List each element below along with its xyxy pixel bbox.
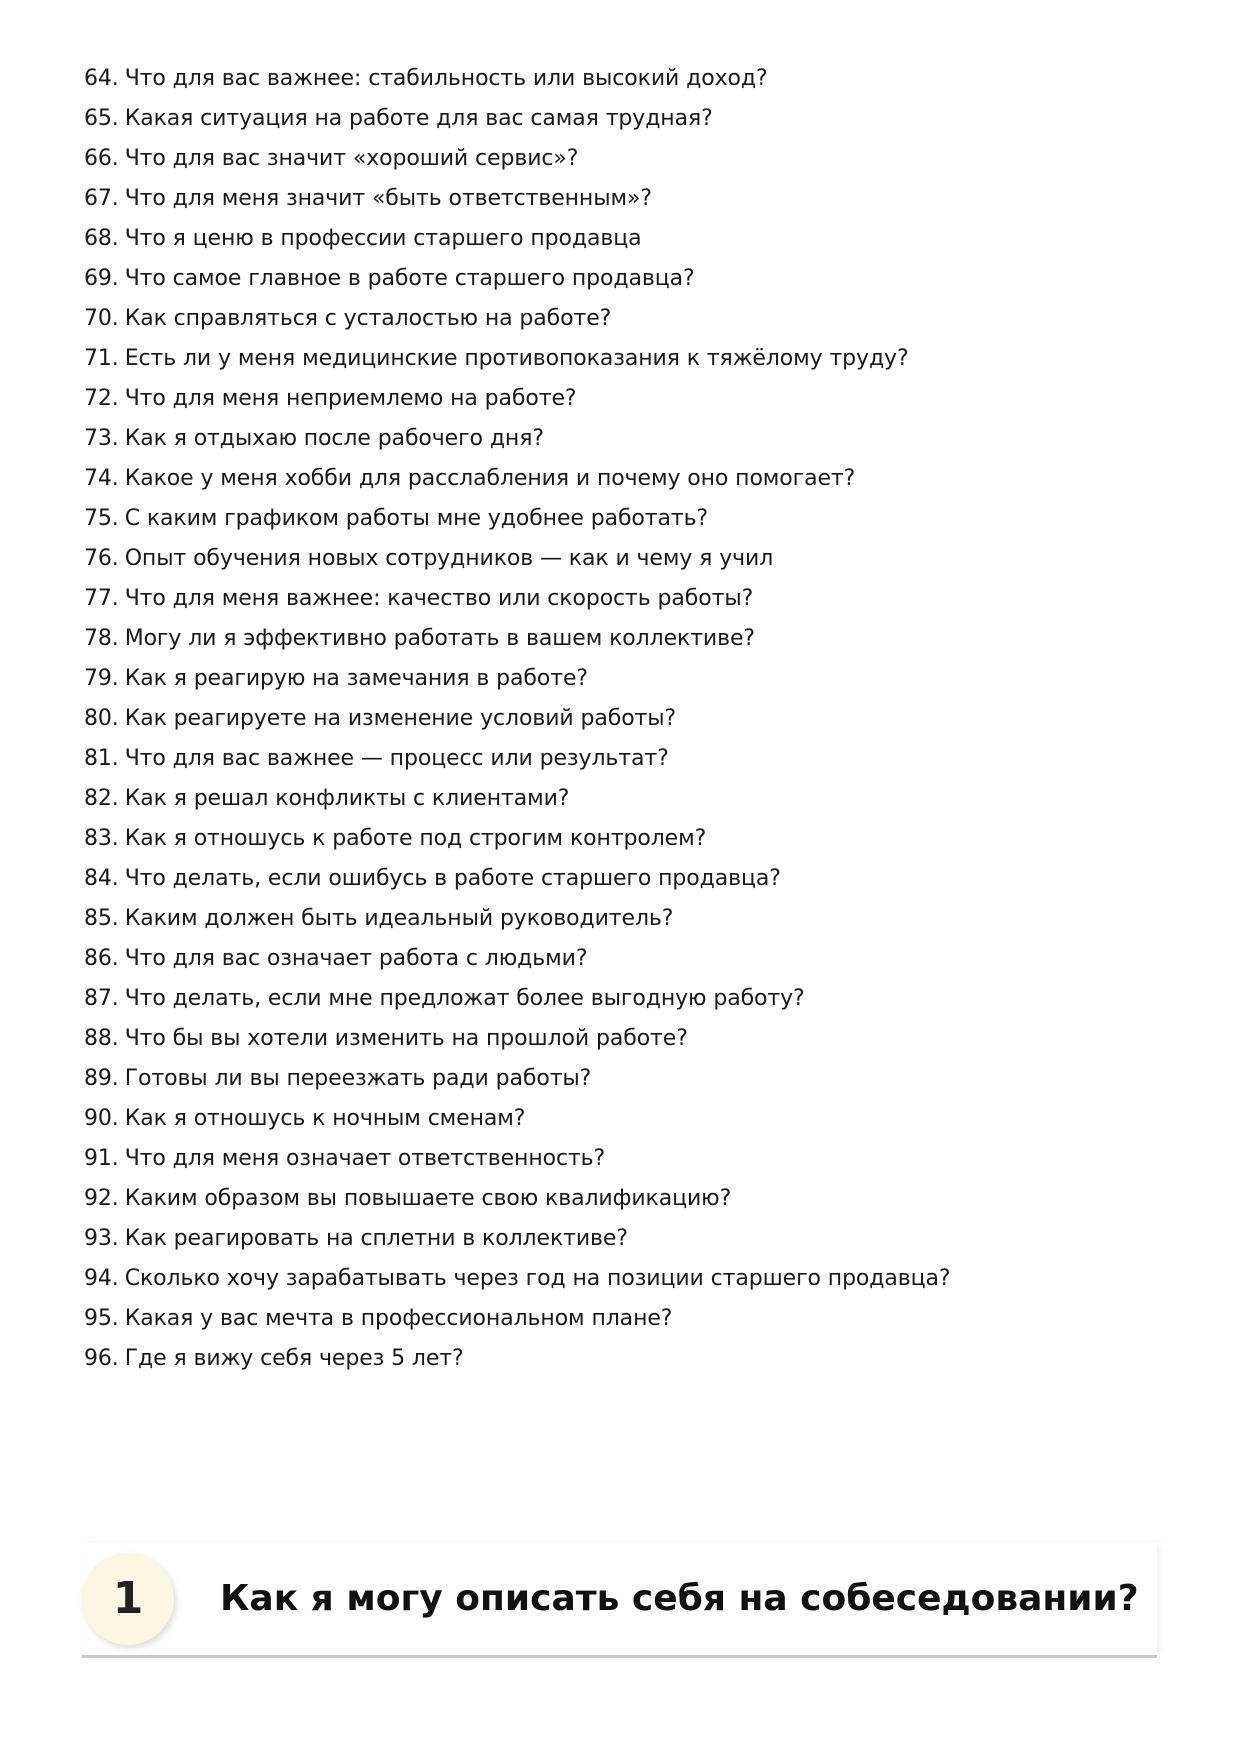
question-number: 94. xyxy=(84,1266,119,1291)
question-number: 78. xyxy=(84,626,119,651)
question-number: 85. xyxy=(84,906,119,931)
question-item xyxy=(84,699,1164,739)
question-text: Что для вас важнее: стабильность или высокий доход? xyxy=(124,66,768,91)
question-item xyxy=(84,259,1164,299)
section-title: Как я могу описать себя на собеседовании? xyxy=(220,1578,1139,1619)
question-number: 90. xyxy=(84,1106,119,1131)
question-text: Как я отношусь к работе под строгим контролем? xyxy=(124,826,707,851)
question-item xyxy=(84,219,1164,259)
question-text: Могу ли я эффективно работать в вашем коллективе? xyxy=(124,626,756,651)
question-number: 81. xyxy=(84,746,119,771)
question-item xyxy=(84,579,1164,619)
question-item xyxy=(84,739,1164,779)
question-text: Как справляться с усталостью на работе? xyxy=(124,306,612,331)
question-number: 75. xyxy=(84,506,119,531)
question-item xyxy=(84,1339,1164,1379)
question-number: 76. xyxy=(84,546,119,571)
question-number: 67. xyxy=(84,186,119,211)
question-text: Какое у меня хобби для расслабления и почему оно помогает? xyxy=(124,466,856,491)
question-number: 66. xyxy=(84,146,119,171)
question-number: 86. xyxy=(84,946,119,971)
question-item xyxy=(84,99,1164,139)
question-item xyxy=(84,659,1164,699)
question-text: Что для вас означает работа с людьми? xyxy=(124,946,588,971)
question-text: Каким образом вы повышаете свою квалификацию? xyxy=(124,1186,732,1211)
question-number: 91. xyxy=(84,1146,119,1171)
question-number: 92. xyxy=(84,1186,119,1211)
question-item xyxy=(84,1259,1164,1299)
question-item xyxy=(84,459,1164,499)
question-number: 70. xyxy=(84,306,119,331)
question-number: 71. xyxy=(84,346,119,371)
question-number: 88. xyxy=(84,1026,119,1051)
question-number: 64. xyxy=(84,66,119,91)
section-number-badge: 1 xyxy=(82,1553,174,1645)
question-item xyxy=(84,619,1164,659)
question-item xyxy=(84,1099,1164,1139)
question-item xyxy=(84,1059,1164,1099)
question-item xyxy=(84,1019,1164,1059)
question-text: Что бы вы хотели изменить на прошлой работе? xyxy=(124,1026,688,1051)
question-number: 93. xyxy=(84,1226,119,1251)
question-number: 79. xyxy=(84,666,119,691)
question-item xyxy=(84,939,1164,979)
question-number: 69. xyxy=(84,266,119,291)
question-item xyxy=(84,139,1164,179)
question-text: Что для вас важнее — процесс или результат? xyxy=(124,746,669,771)
question-number: 72. xyxy=(84,386,119,411)
question-number: 96. xyxy=(84,1346,119,1371)
question-text: Какая ситуация на работе для вас самая трудная? xyxy=(124,106,713,131)
question-text: Есть ли у меня медицинские противопоказания к тяжёлому труду? xyxy=(124,346,909,371)
question-text: Как я решал конфликты с клиентами? xyxy=(124,786,570,811)
section-header xyxy=(82,1543,1157,1658)
question-text: Готовы ли вы переезжать ради работы? xyxy=(124,1066,592,1091)
question-text: Как я отношусь к ночным сменам? xyxy=(124,1106,526,1131)
question-item xyxy=(84,499,1164,539)
question-number: 82. xyxy=(84,786,119,811)
question-number: 77. xyxy=(84,586,119,611)
question-number: 73. xyxy=(84,426,119,451)
question-number: 87. xyxy=(84,986,119,1011)
question-item xyxy=(84,819,1164,859)
question-text: Как реагировать на сплетни в коллективе? xyxy=(124,1226,628,1251)
question-item xyxy=(84,899,1164,939)
question-number: 89. xyxy=(84,1066,119,1091)
question-item xyxy=(84,1219,1164,1259)
question-item xyxy=(84,179,1164,219)
question-text: Что самое главное в работе старшего продавца? xyxy=(124,266,695,291)
question-text: Как я реагирую на замечания в работе? xyxy=(124,666,588,691)
question-text: С каким графиком работы мне удобнее работать? xyxy=(124,506,709,531)
question-number: 68. xyxy=(84,226,119,251)
question-item xyxy=(84,379,1164,419)
section-divider xyxy=(82,1655,1157,1658)
question-item xyxy=(84,339,1164,379)
question-text: Какая у вас мечта в профессиональном плане? xyxy=(124,1306,673,1331)
question-text: Как я отдыхаю после рабочего дня? xyxy=(124,426,544,451)
question-text: Каким должен быть идеальный руководитель? xyxy=(124,906,674,931)
question-number: 80. xyxy=(84,706,119,731)
question-number: 83. xyxy=(84,826,119,851)
question-text: Что для меня означает ответственность? xyxy=(124,1146,606,1171)
question-text: Что для меня неприемлемо на работе? xyxy=(124,386,577,411)
question-item xyxy=(84,539,1164,579)
question-item xyxy=(84,1299,1164,1339)
question-text: Что для вас значит «хороший сервис»? xyxy=(124,146,579,171)
question-text: Сколько хочу зарабатывать через год на позиции старшего продавца? xyxy=(124,1266,951,1291)
question-item xyxy=(84,1139,1164,1179)
question-text: Что я ценю в профессии старшего продавца xyxy=(124,226,642,251)
question-item xyxy=(84,419,1164,459)
question-number: 84. xyxy=(84,866,119,891)
question-number: 95. xyxy=(84,1306,119,1331)
question-text: Что для меня значит «быть ответственным»? xyxy=(124,186,652,211)
question-item xyxy=(84,859,1164,899)
question-text: Что для меня важнее: качество или скорость работы? xyxy=(124,586,754,611)
question-text: Где я вижу себя через 5 лет? xyxy=(124,1346,464,1371)
question-item xyxy=(84,59,1164,99)
question-item xyxy=(84,299,1164,339)
question-text: Как реагируете на изменение условий работы? xyxy=(124,706,677,731)
question-number: 74. xyxy=(84,466,119,491)
question-item xyxy=(84,979,1164,1019)
question-item xyxy=(84,779,1164,819)
question-text: Что делать, если мне предложат более выгодную работу? xyxy=(124,986,805,1011)
question-text: Опыт обучения новых сотрудников — как и чему я учил xyxy=(124,546,774,571)
question-number: 65. xyxy=(84,106,119,131)
question-text: Что делать, если ошибусь в работе старшего продавца? xyxy=(124,866,781,891)
question-list xyxy=(84,59,1164,1379)
question-item xyxy=(84,1179,1164,1219)
